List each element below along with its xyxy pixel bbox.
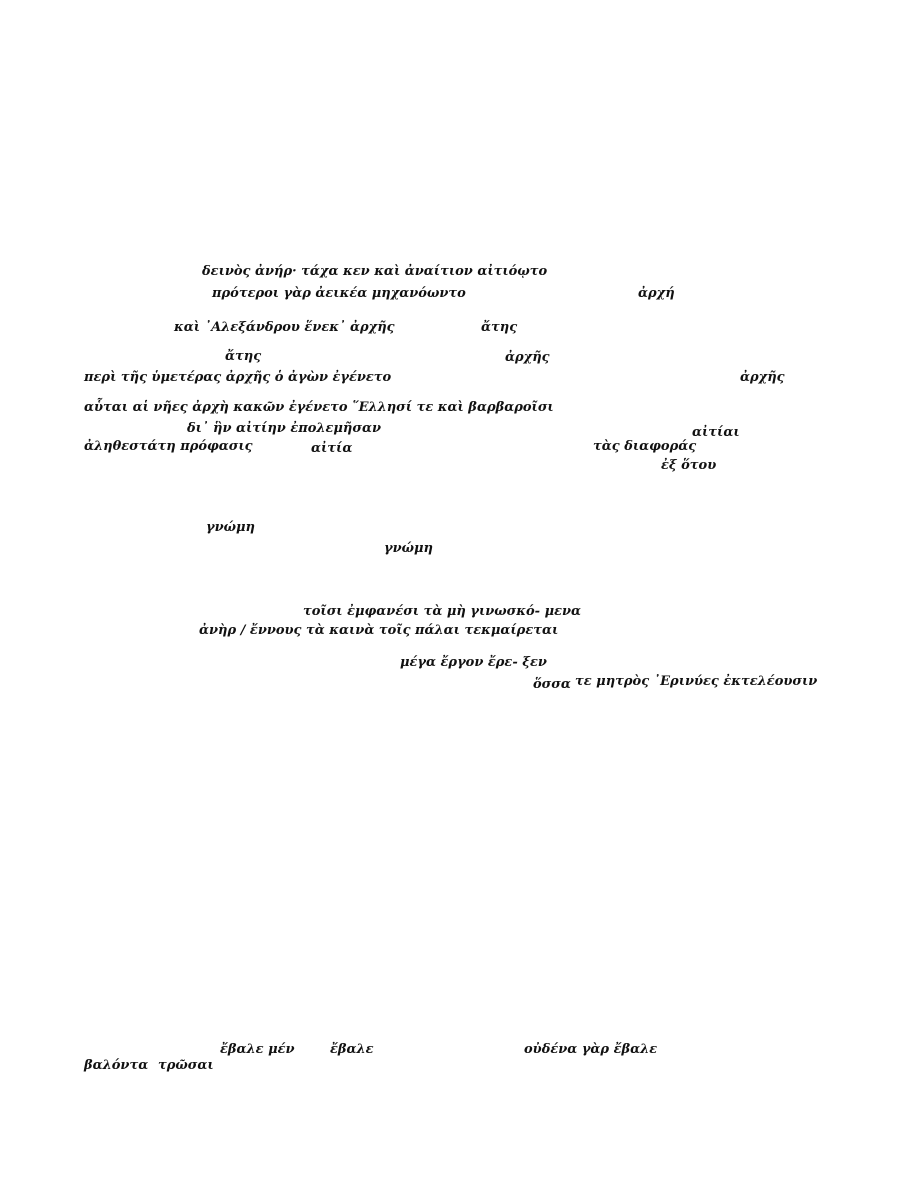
greek-fragment: ὅσσα bbox=[533, 677, 571, 692]
greek-fragment: τοῖσι ἐμφανέσι τὰ μὴ γινωσκό- μενα bbox=[303, 604, 582, 619]
greek-fragment: αἰτίαι bbox=[692, 425, 740, 440]
greek-fragment: καὶ ᾿Αλεξάνδρου ἕνεκ᾿ ἀρχῆς bbox=[174, 320, 395, 335]
greek-fragment: περὶ τῆς ὑμετέρας ἀρχῆς ὁ ἀγὼν ἐγένετο bbox=[84, 370, 392, 385]
greek-fragment: ἀρχή bbox=[638, 286, 675, 301]
greek-fragment: δι᾿ ἣν αἰτίην ἐπολεμῆσαν bbox=[187, 421, 381, 436]
greek-fragment: δεινὸς ἀνήρ· τάχα κεν καὶ ἀναίτιον αἰτιόῳτο bbox=[202, 264, 548, 279]
greek-fragment: πρότεροι γὰρ ἀεικέα μηχανόωντο bbox=[212, 286, 466, 301]
greek-fragment: ἀνὴρ / ἔννους τὰ καινὰ τοῖς πάλαι τεκμαίρεται bbox=[199, 623, 559, 638]
greek-fragment: αἰτία bbox=[311, 441, 353, 456]
greek-fragment: αὗται αἱ νῆες ἀρχὴ κακῶν ἐγένετο ῞Ελλησί τε καὶ βαρβαροῖσι bbox=[84, 400, 554, 415]
greek-fragment: τὰς διαφοράς bbox=[593, 439, 697, 454]
greek-fragment: ἔβαλε bbox=[330, 1042, 374, 1057]
greek-fragment: ἐξ ὅτου bbox=[661, 458, 717, 473]
greek-fragment: ἀρχῆς bbox=[505, 350, 550, 365]
greek-fragment: γνώμη bbox=[384, 541, 433, 556]
greek-fragment: ἀληθεστάτη πρόφασις bbox=[84, 439, 253, 454]
greek-fragment: ἄτης bbox=[225, 349, 262, 364]
greek-fragment: ἄτης bbox=[481, 320, 518, 335]
greek-fragment: μέγα ἔργον ἔρε- ξεν bbox=[400, 655, 547, 670]
greek-fragment: τρῶσαι bbox=[158, 1058, 214, 1073]
greek-fragment: γνώμη bbox=[206, 520, 255, 535]
greek-fragment: οὐδένα γὰρ ἔβαλε bbox=[524, 1042, 658, 1057]
greek-fragment: ἔβαλε μέν bbox=[220, 1042, 295, 1057]
greek-fragment: ἀρχῆς bbox=[740, 370, 785, 385]
greek-fragment: βαλόντα bbox=[84, 1058, 149, 1073]
greek-fragment: τε μητρὸς ᾿Ερινύες ἐκτελέουσιν bbox=[575, 674, 818, 689]
